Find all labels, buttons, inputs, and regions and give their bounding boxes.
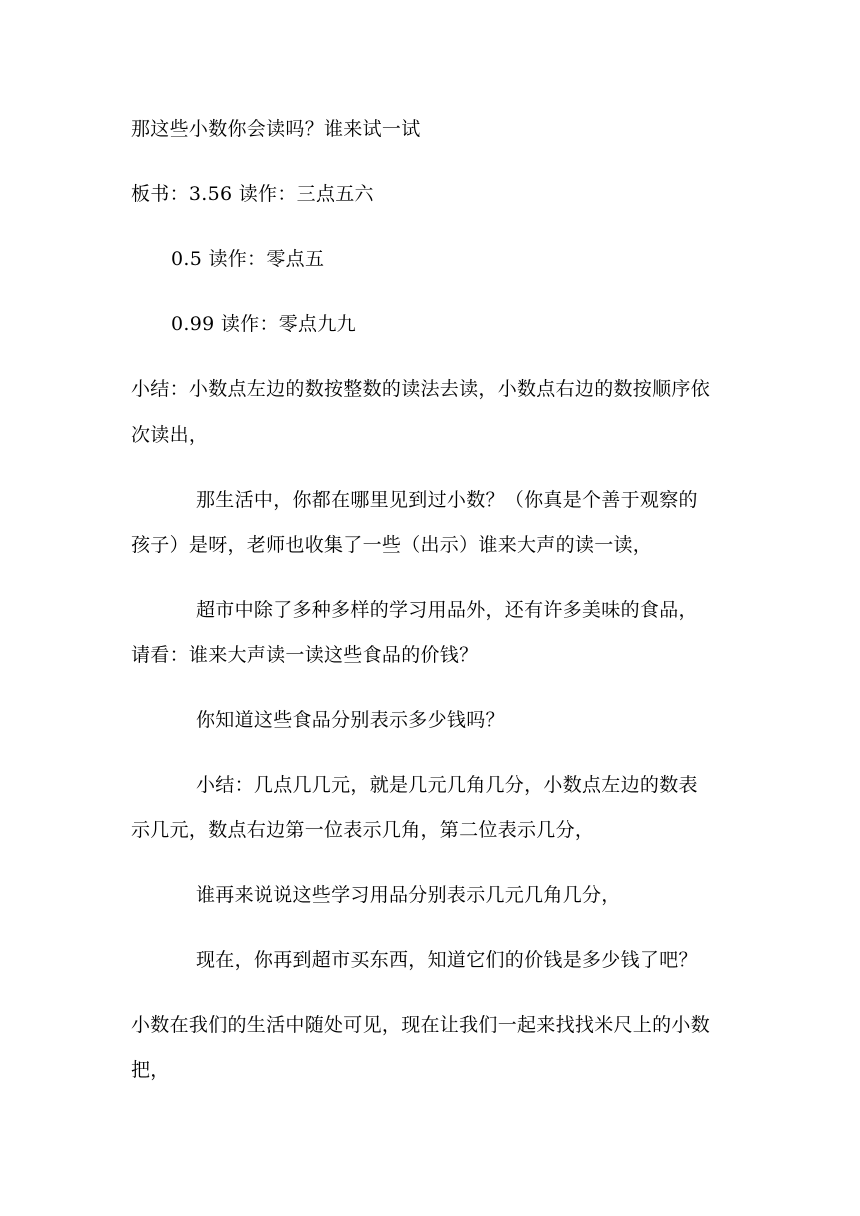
paragraph-5-line-1: 小结：小数点左边的数按整数的读法去读，小数点右边的数按顺序依 [131,378,711,400]
paragraph-11-line-1: 现在，你再到超市买东西，知道它们的价钱是多少钱了吧？ [196,949,698,971]
paragraph-9-line-1: 小结：几点几几元，就是几元几角几分，小数点左边的数表 [196,774,698,796]
paragraph-6-line-2: 孩子）是呀，老师也收集了一些（出示）谁来大声的读一读， [131,534,653,556]
paragraph-9-line-2: 示几元，数点右边第一位表示几角，第二位表示几分， [131,819,595,841]
paragraph-2-line-1: 板书：3.56 读作：三点五六 [131,183,374,205]
paragraph-10-line-1: 谁再来说说这些学习用品分别表示几元几角几分， [196,884,621,906]
paragraph-4-line-1: 0.99 读作：零点九九 [171,313,356,335]
paragraph-3-line-1: 0.5 读作：零点五 [171,248,325,270]
paragraph-12-line-1: 小数在我们的生活中随处可见，现在让我们一起来找找米尺上的小数 [131,1014,711,1036]
paragraph-12-line-2: 把， [131,1059,170,1081]
paragraph-5-line-2: 次读出， [131,424,209,446]
paragraph-6-line-1: 那生活中，你都在哪里见到过小数？（你真是个善于观察的 [196,489,698,511]
paragraph-8-line-1: 你知道这些食品分别表示多少钱吗？ [196,709,505,731]
paragraph-1-line-1: 那这些小数你会读吗？谁来试一试 [131,118,421,140]
paragraph-7-line-1: 超市中除了多种多样的学习用品外，还有许多美味的食品， [196,599,698,621]
paragraph-7-line-2: 请看：谁来大声读一读这些食品的价钱？ [131,644,479,666]
